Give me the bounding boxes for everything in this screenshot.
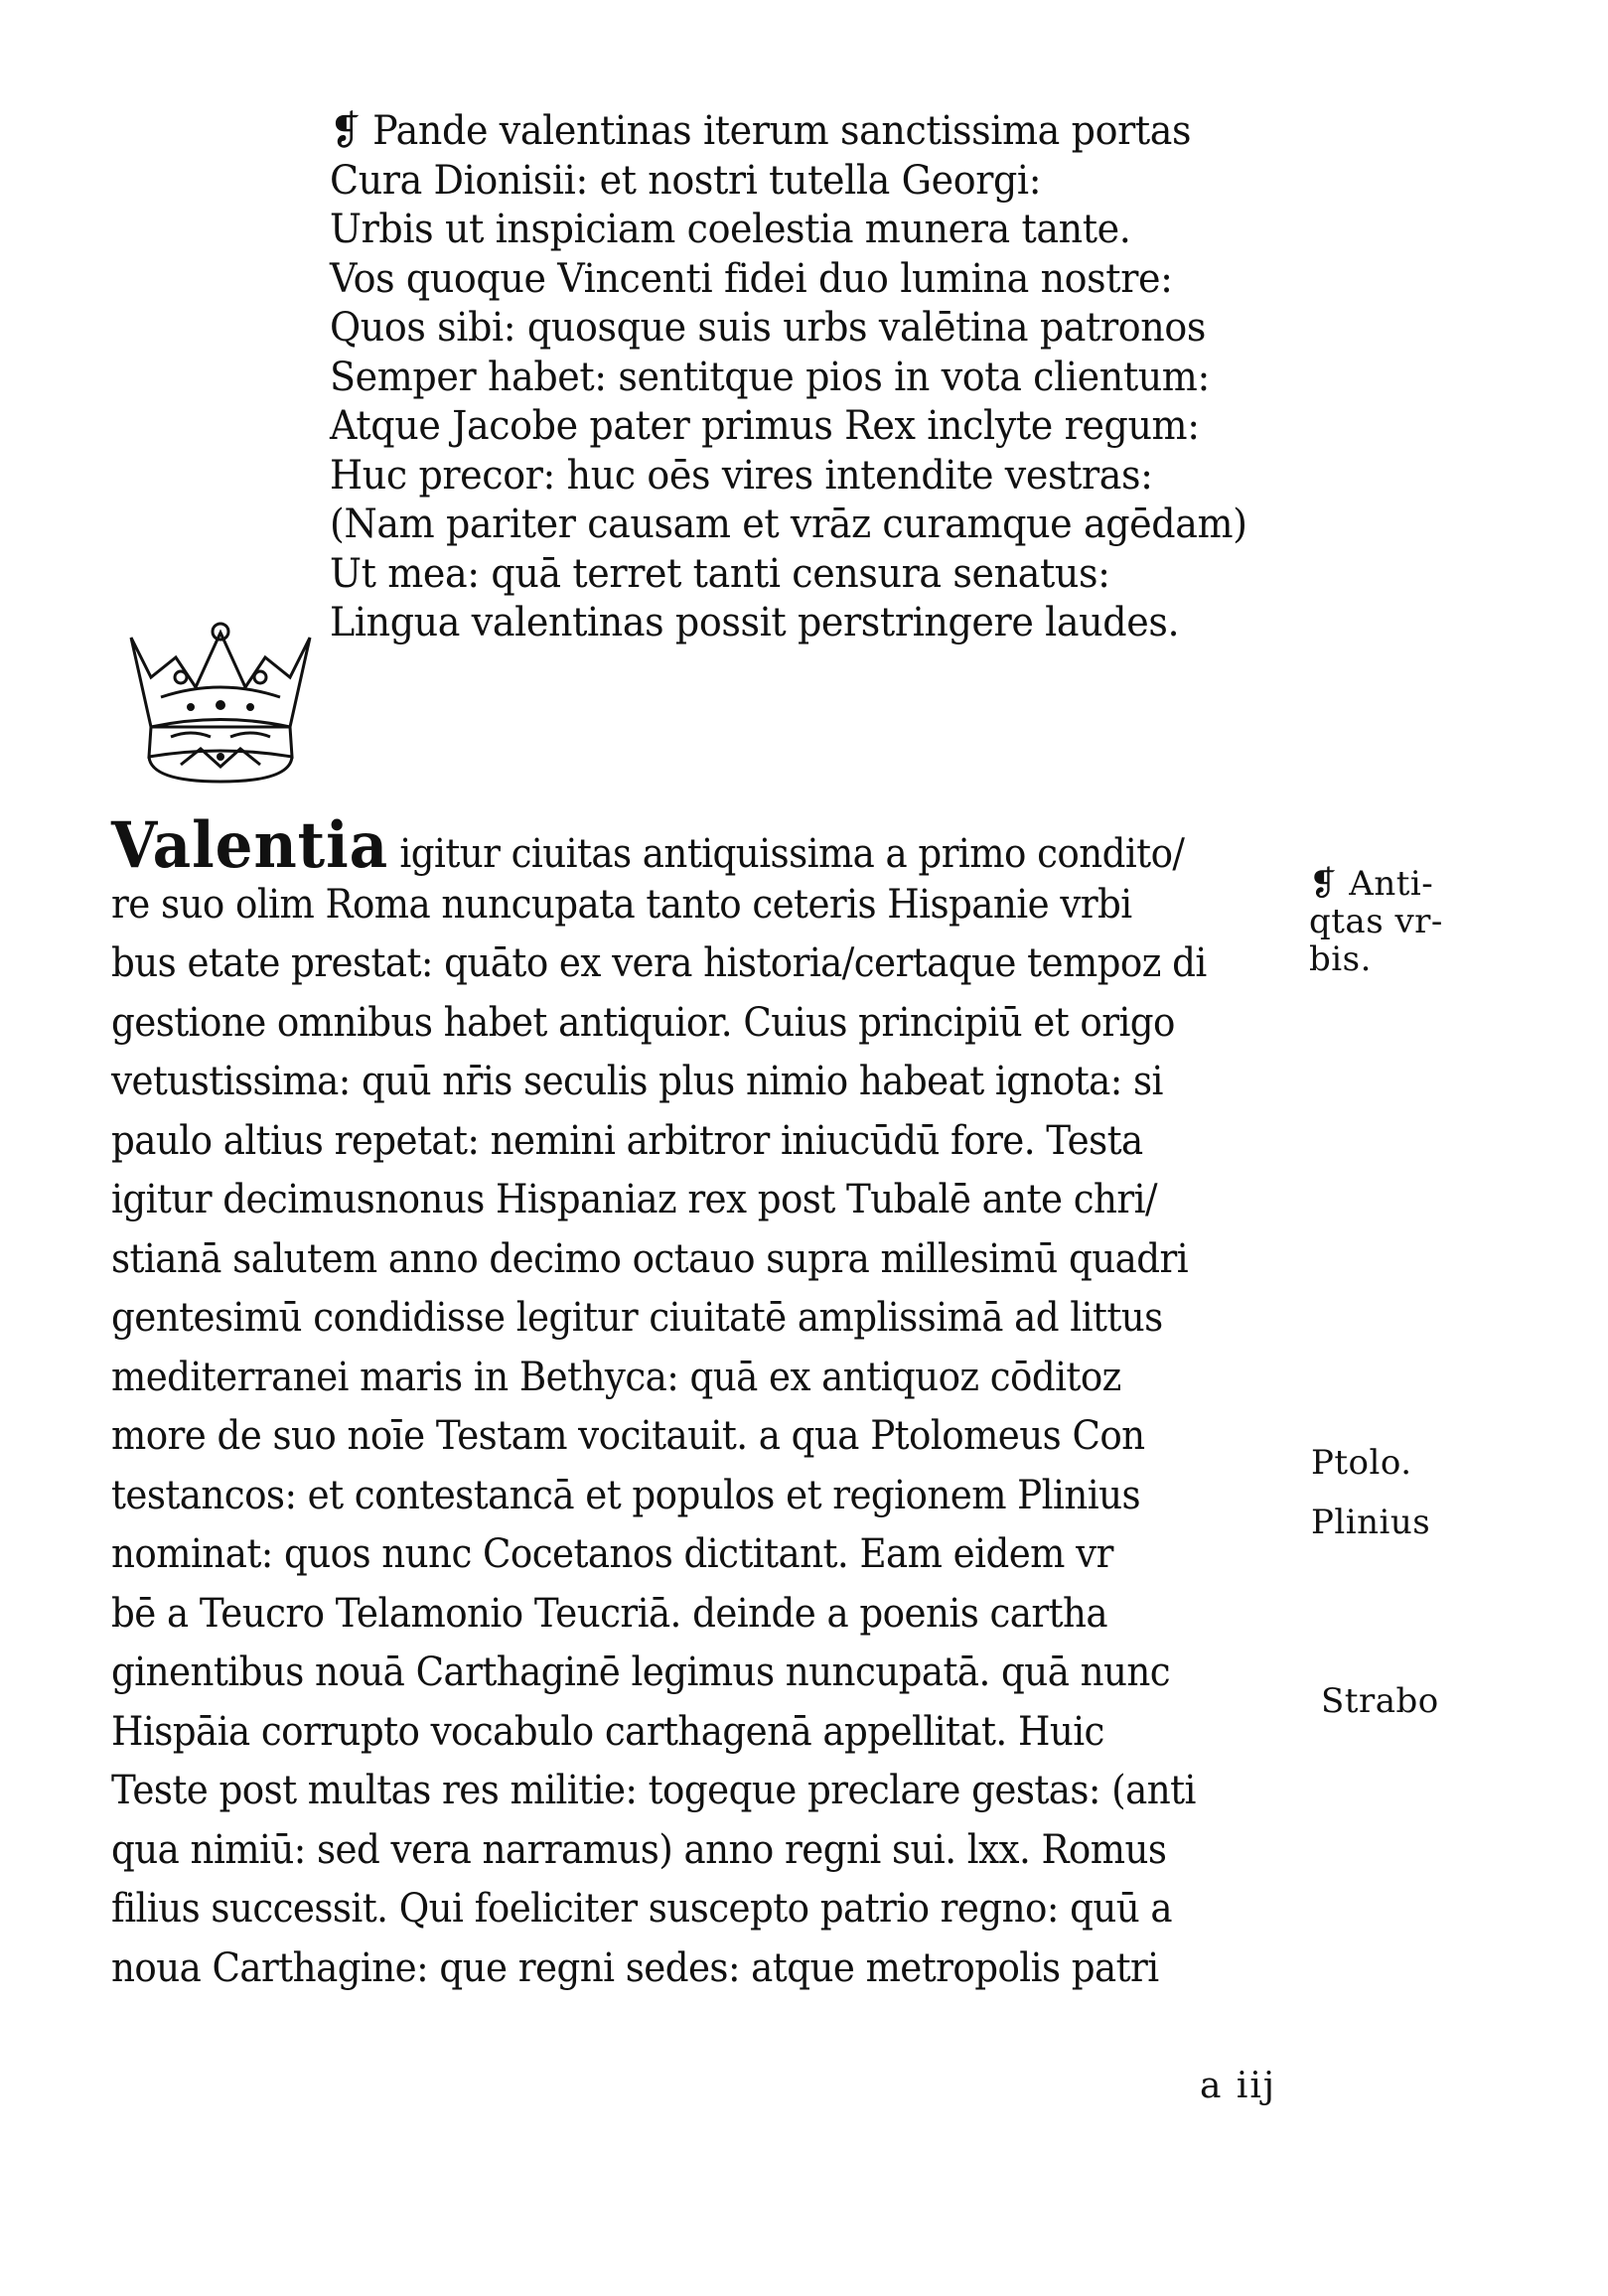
margin-note-line: bis. — [1309, 939, 1372, 979]
poem-line: Vos quoque Vincenti fidei duo lumina nostre: — [330, 255, 1173, 302]
poem-line: Cura Dionisii: et nostri tutella Georgi: — [330, 157, 1042, 204]
poem-line: Atque Jacobe pater primus Rex inclyte regum: — [330, 403, 1200, 449]
main-text — [111, 808, 1303, 1998]
prose-line: paulo altius repetat: nemini arbitror iniucūdū fore. Testa — [111, 1117, 1143, 1164]
prose-line-rest: igitur ciuitas antiquissima a primo condito/ — [388, 831, 1185, 877]
poem-line: Lingua valentinas possit perstringere laudes. — [330, 600, 1180, 646]
prose-line: bē a Teucro Telamonio Teucriā. deinde a poenis cartha — [111, 1590, 1108, 1637]
prose-line: stianā salutem anno decimo octauo supra millesimū quadri — [111, 1235, 1189, 1282]
margin-note-ptolomeus: Ptolo. — [1311, 1443, 1412, 1483]
margin-note-line: qtas vr- — [1309, 902, 1443, 941]
prose-line: more de suo noīe Testam vocitauit. a qua Ptolomeus Con — [111, 1413, 1145, 1459]
prose-line: bus etate prestat: quāto ex vera historia/certaque tempoz di — [111, 940, 1207, 986]
prose-line: nominat: quos nunc Cocetanos dictitant. Eam eidem vr — [111, 1531, 1113, 1577]
poem-line: (Nam pariter causam et vrāz curamque agēdam) — [330, 502, 1247, 547]
poem-line: ❡ Pande valentinas iterum sanctissima portas — [330, 108, 1192, 154]
invocation-poem — [330, 107, 1323, 648]
poem-line: Urbis ut inspiciam coelestia munera tante. — [330, 207, 1131, 252]
prose-line: noua Carthagine: que regni sedes: atque metropolis patri — [111, 1944, 1159, 1991]
poem-line: Huc precor: huc oēs vires intendite vestras: — [330, 452, 1153, 499]
signature-mark: a iij — [1200, 2066, 1277, 2106]
crown-woodcut-icon — [121, 618, 320, 787]
initial-word: Valentia — [111, 808, 389, 883]
prose-line: mediterranei maris in Bethyca: quā ex antiquoz cōditoz — [111, 1354, 1121, 1400]
prose-line — [111, 808, 1220, 883]
poem-line: Ut mea: quā terret tanti censura senatus: — [330, 550, 1110, 597]
prose-line: re suo olim Roma nuncupata tanto ceteris Hispanie vrbi — [111, 881, 1132, 928]
prose-line: igitur decimusnonus Hispaniaz rex post Tubalē ante chri/ — [111, 1177, 1157, 1222]
margin-note-antiquitas — [1309, 866, 1443, 979]
margin-note-line: ❡ Anti- — [1309, 864, 1434, 904]
margin-note-plinius: Plinius — [1311, 1503, 1431, 1542]
prose-line: ginentibus nouā Carthaginē legimus nuncupatā. quā nunc — [111, 1650, 1171, 1695]
prose-line: Hispāia corrupto vocabulo carthagenā appellitat. Huic — [111, 1708, 1104, 1755]
prose-line: gestione omnibus habet antiquior. Cuius principiū et origo — [111, 999, 1175, 1046]
prose-line: vetustissima: quū nr̄is seculis plus nimio habeat ignota: si — [111, 1059, 1163, 1104]
prose-line: qua nimiū: sed vera narramus) anno regni sui. lxx. Romus — [111, 1826, 1167, 1873]
prose-line: filius successit. Qui foeliciter suscepto patrio regno: quū a — [111, 1886, 1173, 1932]
prose-line: Teste post multas res militie: togeque preclare gestas: (anti — [111, 1768, 1196, 1813]
poem-line: Semper habet: sentitque pios in vota clientum: — [330, 354, 1210, 400]
poem-line: Quos sibi: quosque suis urbs valētina patronos — [330, 305, 1206, 351]
prose-line: gentesimū condidisse legitur ciuitatē amplissimā ad littus — [111, 1295, 1163, 1341]
margin-note-strabo: Strabo — [1321, 1681, 1439, 1721]
prose-line: testancos: et contestancā et populos et regionem Plinius — [111, 1472, 1141, 1518]
